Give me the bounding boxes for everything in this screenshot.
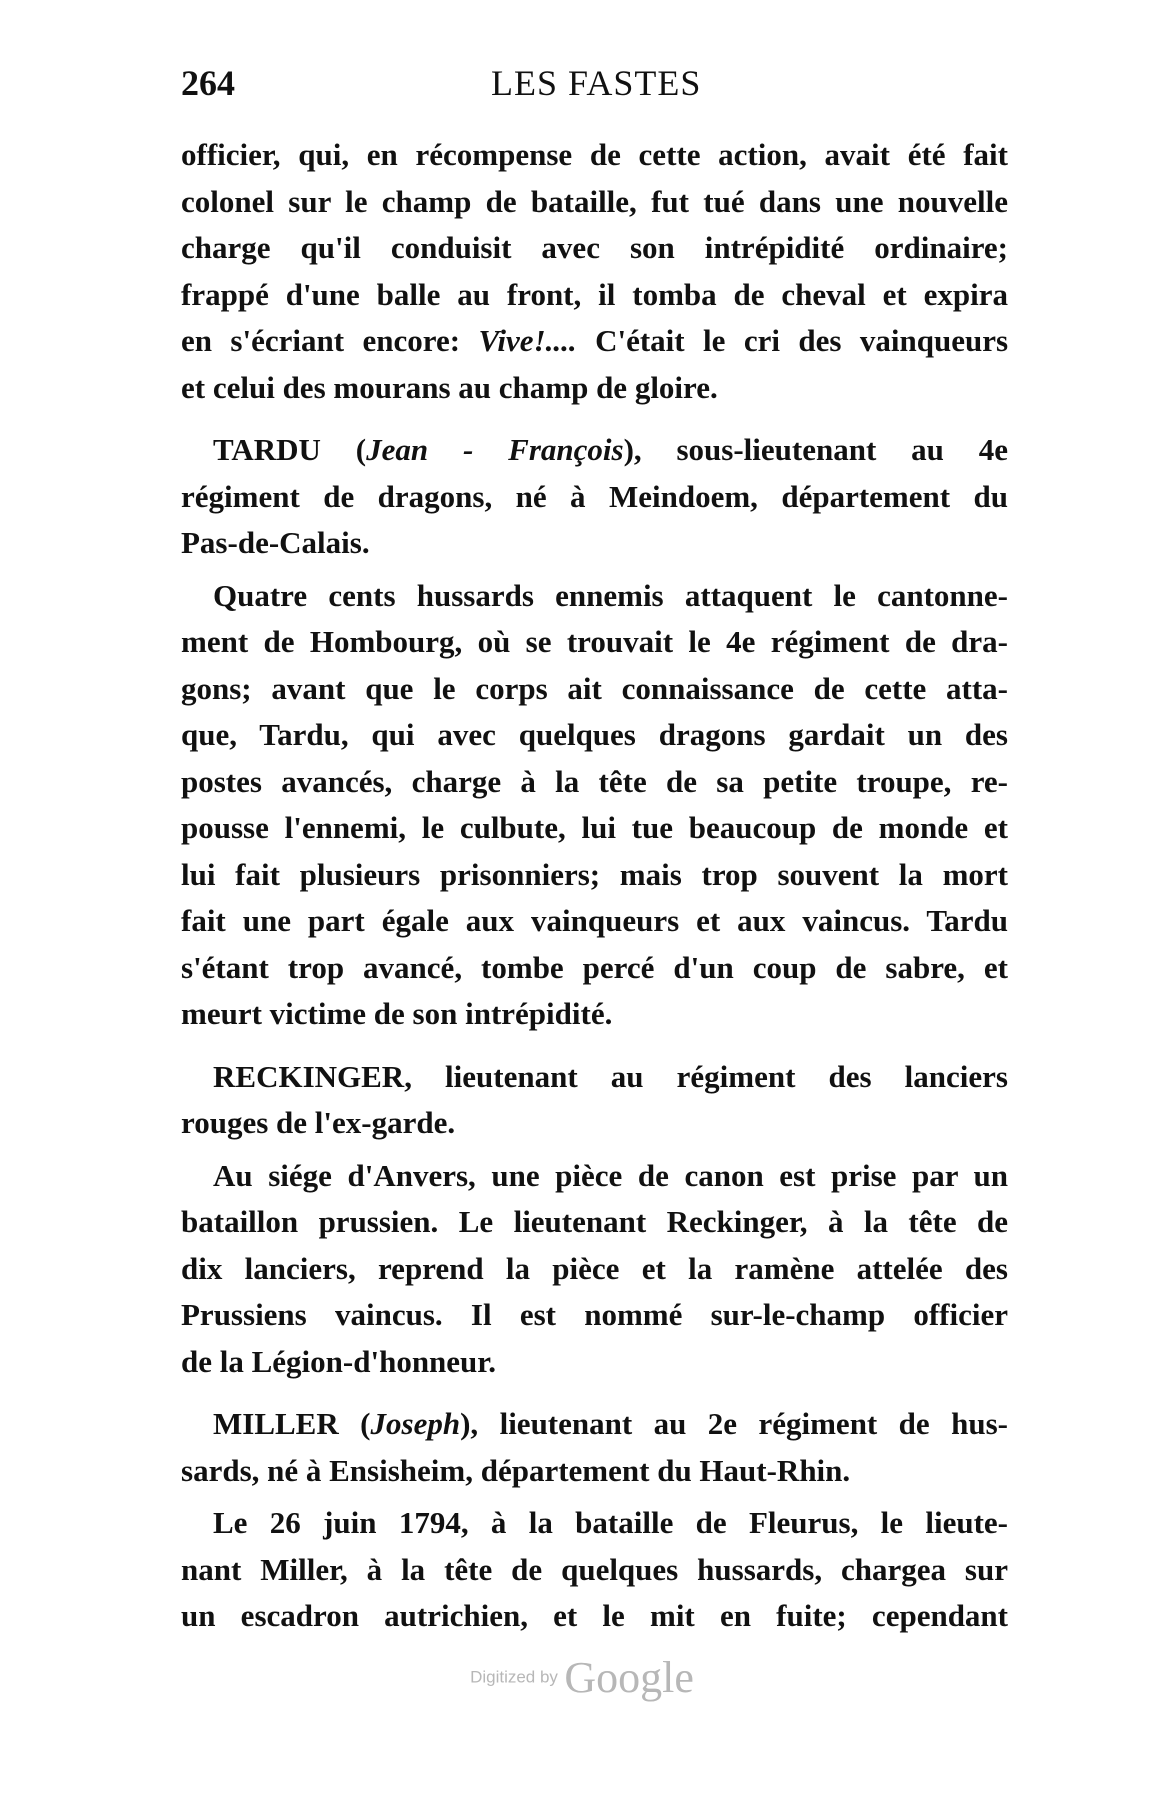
- text-line: ment de Hombourg, où se trouvait le 4e régiment de dra-: [181, 624, 1008, 659]
- text-line: Quatre cents hussards ennemis attaquent le cantonne-: [213, 577, 1008, 613]
- page-body: [181, 132, 1008, 1640]
- text-line: dix lanciers, reprend la pièce et la ramène attelée des: [181, 1250, 1008, 1286]
- text-line: charge qu'il conduisit avec son intrépidité ordinaire;: [181, 230, 1008, 265]
- text-line: officier, qui, en récompense de cette action, avait été fait: [181, 137, 1008, 172]
- text-line: rouges de l'ex-garde.: [181, 1105, 456, 1140]
- text-line: gons; avant que le corps ait connaissance de cette atta-: [181, 670, 1008, 706]
- italic-segment: Vive!....: [478, 323, 577, 358]
- text-line: Pas-de-Calais.: [181, 525, 370, 560]
- text-line: un escadron autrichien, et le mit en fuite; cependant: [181, 1598, 1008, 1633]
- text-line: postes avancés, charge à la tête de sa petite troupe, re-: [181, 763, 1008, 799]
- entry-name: MILLER (: [213, 1406, 371, 1441]
- text-line: s'étant trop avancé, tombe percé d'un coup de sabre, et: [181, 949, 1008, 985]
- text-segment: ), sous-lieutenant au 4e: [623, 432, 1008, 467]
- text-line: Le 26 juin 1794, à la bataille de Fleurus, le lieute-: [213, 1505, 1008, 1540]
- text-line: Prussiens vaincus. Il est nommé sur-le-champ officier: [181, 1297, 1008, 1332]
- text-line: bataillon prussien. Le lieutenant Reckinger, à la tête de: [181, 1204, 1008, 1239]
- text-segment: en s'écriant encore:: [181, 323, 461, 358]
- entry-name: TARDU (: [213, 432, 367, 467]
- text-line: fait une part égale aux vainqueurs et aux vaincus. Tardu: [181, 903, 1008, 938]
- text-line: colonel sur le champ de bataille, fut tué dans une nouvelle: [181, 183, 1008, 219]
- text-line: que, Tardu, qui avec quelques dragons gardait un des: [181, 717, 1008, 752]
- page-header: [181, 62, 1008, 112]
- text-line: [181, 427, 1008, 474]
- text-line: [181, 318, 1008, 365]
- watermark-prefix: Digitized by: [470, 1667, 558, 1687]
- text-line: Au siége d'Anvers, une pièce de canon est prise par un: [213, 1157, 1008, 1193]
- digitization-watermark: [0, 1652, 1164, 1703]
- watermark-brand: Google: [564, 1653, 694, 1702]
- italic-segment: Jean - François: [366, 432, 624, 467]
- text-line: [181, 1401, 1008, 1448]
- text-line: régiment de dragons, né à Meindoem, département du: [181, 478, 1008, 514]
- text-line: pousse l'ennemi, le culbute, lui tue beaucoup de monde et: [181, 810, 1008, 845]
- page-number: 264: [181, 63, 235, 103]
- running-head: LES FASTES: [491, 63, 702, 103]
- text-segment: ), lieutenant au 2e régiment de hus-: [460, 1406, 1008, 1441]
- text-line: meurt victime de son intrépidité.: [181, 996, 613, 1031]
- text-line: RECKINGER, lieutenant au régiment des lanciers: [213, 1058, 1008, 1094]
- text-line: et celui des mourans au champ de gloire.: [181, 369, 718, 405]
- text-line: frappé d'une balle au front, il tomba de cheval et expira: [181, 276, 1008, 312]
- text-line: lui fait plusieurs prisonniers; mais trop souvent la mort: [181, 856, 1008, 892]
- text-line: nant Miller, à la tête de quelques hussards, chargea sur: [181, 1551, 1008, 1587]
- text-line: sards, né à Ensisheim, département du Haut-Rhin.: [181, 1452, 851, 1488]
- text-line: de la Légion-d'honneur.: [181, 1343, 496, 1379]
- italic-segment: Joseph: [370, 1406, 461, 1441]
- text-segment: C'était le cri des vainqueurs: [595, 323, 1009, 358]
